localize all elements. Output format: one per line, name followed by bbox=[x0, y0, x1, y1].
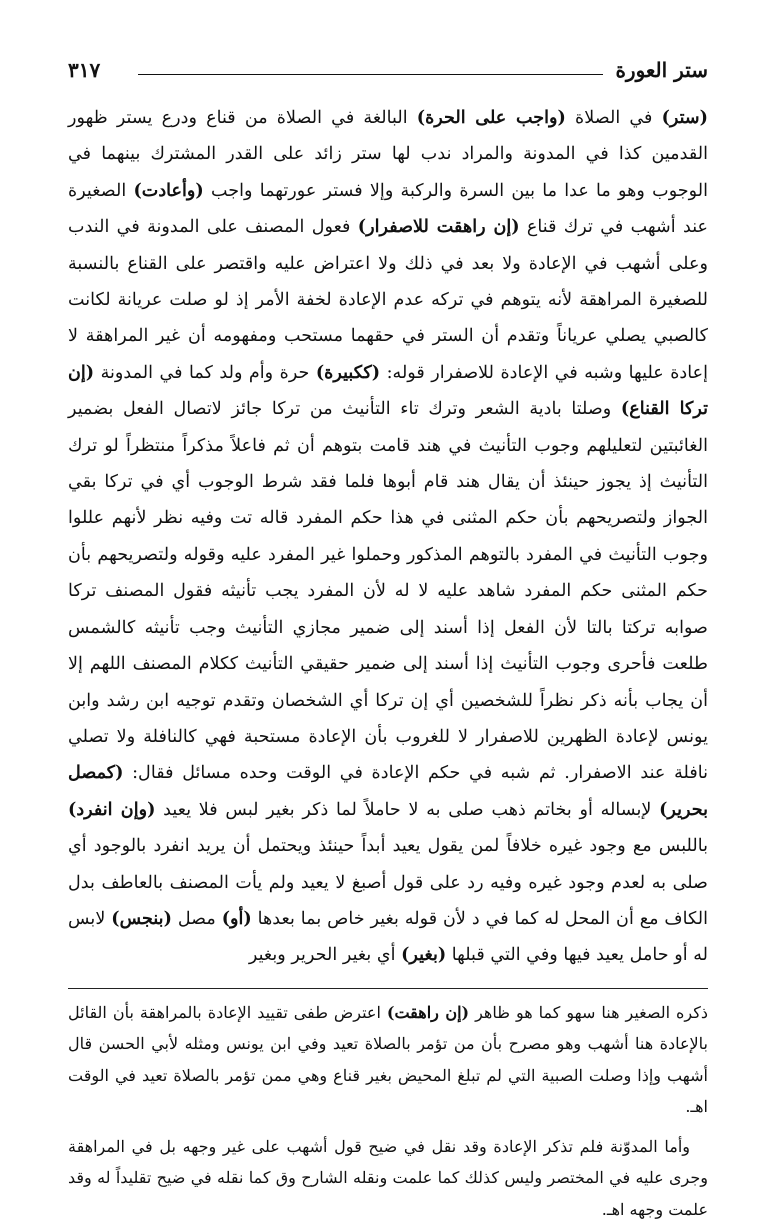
text-run: الصغيرة عند أشهب في ترك قناع bbox=[68, 180, 709, 238]
footnote-separator bbox=[68, 988, 708, 989]
text-run: البالغة في الصلاة من قناع ودرع يستر ظهور القدمين كذا في المدونة والمراد ندب لها ستر زائد على القدر المشترك بينهما في الوجوب وهو ما عدا ما بين السرة والركبة وإلا فستر عورتهما واجب bbox=[68, 108, 709, 201]
bold-term: (إن تركا القناع) bbox=[68, 361, 709, 420]
bold-term: (بنجس) bbox=[111, 907, 172, 929]
text-run: باللبس مع وجود غيره خلافاً لمن يقول يعيد أبداً حينئذ ويحتمل أن يريد انفرد بالوجود أي صلى به لعدم وجود غيره وفيه رد على قول أصبغ لا يعيد ولم يأت المصنف بالعاطف بدل الكاف مع أن المحل له كما في د لأن قوله بغير خاص بما بعدها bbox=[68, 836, 708, 929]
header-rule bbox=[138, 74, 628, 75]
text-run: وأما المدوّنة فلم تذكر الإعادة وقد نقل في ضيح قول أشهب على غير وجهه بل في المراهقة وجرى عليه في المختصر وليس كذلك كما علمت ونقله الشارح وق كما نقله في ضيح تقليداً له وقد علمت وجهه اهـ. bbox=[68, 1136, 708, 1219]
chapter-title: ستر العورة bbox=[603, 58, 708, 82]
text-run: مصل bbox=[171, 908, 222, 929]
book-page bbox=[68, 50, 709, 1219]
text-run: اعترض طفى تقييد الإعادة بالمراهقة بأن القائل بالإعادة هنا أشهب وهو مصرح بأن من تؤمر بالصلاة تعيد وفي ابن يونس ومثله لأبي الحسن قال أشهب وإذا وصلت الصبية التي لم تبلغ المحيض بغير قناع وهي ممن تؤمر بالصلاة تعيد في الوقت اهـ. bbox=[68, 1002, 708, 1117]
running-header bbox=[68, 50, 708, 90]
bold-term: (إن راهقت) bbox=[386, 1002, 470, 1022]
bold-term: (إن راهقت للاصفرار) bbox=[357, 216, 520, 238]
footnotes bbox=[68, 997, 708, 1225]
bold-term: (وإن انفرد) bbox=[68, 798, 156, 820]
text-run: في الصلاة bbox=[565, 108, 662, 128]
bold-term: (بغير) bbox=[401, 944, 447, 966]
bold-term: (كمصل بحرير) bbox=[68, 762, 708, 820]
footnote-paragraph bbox=[68, 1131, 708, 1225]
text-run: فعول المصنف على المدونة في الندب وعلى أشهب في الإعادة ولا بعد في ذلك ولا اعتراض عليه واقتصر على القناع بالنسبة للصغيرة المراهقة لأنه يتوهم في تركه عدم الإعادة لخفة الأمر إذ لو صلت عريانة لكانت كالصبي يصلي عرياناً وتقدم أن الستر في حقهما مستحب ومفهومه أن غير المراهقة لا إعادة عليها وشبه في الإعادة للاصفرار قوله: bbox=[68, 217, 708, 383]
text-run: ذكره الصغير هنا سهو كما هو ظاهر bbox=[469, 1002, 708, 1022]
bold-term: (واجب على الحرة) bbox=[416, 107, 566, 128]
bold-term: (ستر) bbox=[661, 107, 709, 128]
main-text bbox=[68, 100, 708, 974]
text-run: لإبساله أو بخاتم ذهب صلى به لا حاملاً لما ذكر بغير لبس فلا يعيد bbox=[155, 799, 660, 820]
bold-term: (وأعادت) bbox=[133, 179, 204, 201]
bold-term: (ككبيرة) bbox=[315, 361, 381, 383]
text-run: أي بغير الحرير وبغير bbox=[248, 945, 402, 966]
page-number: ٣١٧ bbox=[68, 58, 112, 82]
text-run: حرة وأم ولد كما في المدونة bbox=[94, 362, 316, 383]
bold-term: (أو) bbox=[221, 907, 252, 929]
footnote-paragraph bbox=[68, 997, 708, 1123]
text-run: لابس له أو حامل يعيد فيها وفي التي قبلها bbox=[68, 908, 708, 966]
text-run: وصلتا بادية الشعر وترك تاء التأنيث من تركا جائز لاتصال الفعل بضمير الغائبتين لتعليلهم وجوب التأنيث في هند قامت بتوهم أن ثم فاعلاً مذكراً منتظراً لو ترك التأنيث إذ يجوز حينئذ أن يقال هند قام أبوها فلما فقد شرط الوجوب أي في تركا بقي الجواز ولتصريحهم بأن حكم المثنى في هذا حكم المفرد قاله تت وفيه نظر لأنهم عللوا وجوب التأنيث في المفرد بالتوهم المذكور وحملوا غير المفرد عليه وقوله ولتصريحهم بأن حكم المثنى حكم المفرد شاهد عليه لا له لأن المفرد يجب تأنيثه فقول المصنف تركا صوابه تركتا بالتا لأن الفعل إذا أسند إلى ضمير مجازي التأنيث وجب تأنيثه كالشمس طلعت فأحرى وجوب التأنيث إذا أسند إلى ضمير حقيقي التأنيث ككلام المصنف اللهم إلا أن يجاب بأنه ذكر نظراً للشخصين أي إن تركا أي الشخصان وتقدم توجيه ابن رشد وابن يونس لإعادة الظهرين للاصفرار لا للغروب بأن الإعادة مستحبة فهي كالنافلة ولا تصلي نافلة عند الاصفرار. ثم شبه في حكم الإعادة في الوقت وحده مسائل فقال: bbox=[68, 399, 708, 784]
